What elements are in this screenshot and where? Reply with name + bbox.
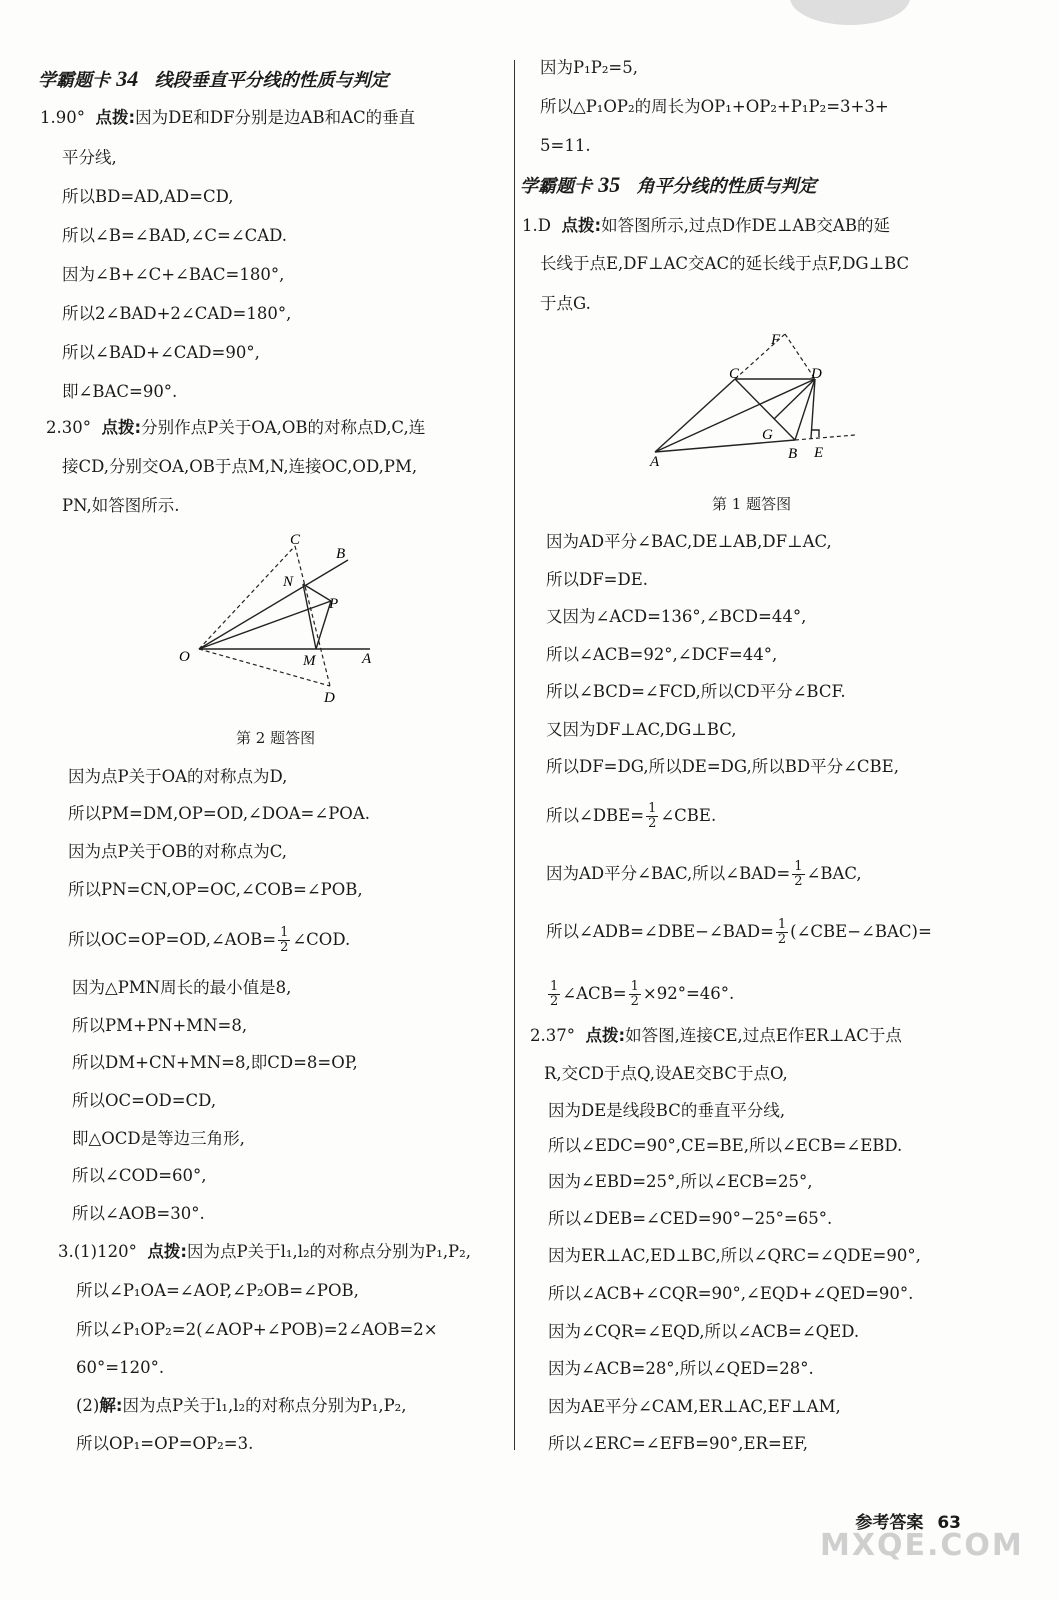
- p1-line-5: 所以DF=DE.: [546, 570, 649, 589]
- fraction-half: [776, 918, 788, 947]
- q2-line-2: 接CD,分别交OA,OB于点M,N,连接OC,OD,PM,: [62, 457, 418, 476]
- r-line-3: 5=11.: [540, 136, 591, 155]
- p2-line-3: 因为DE是线段BC的垂直平分线,: [548, 1101, 786, 1120]
- p1-line-10: 所以DF=DG,所以DE=DG,所以BD平分∠CBE,: [546, 757, 899, 776]
- numerator: 1: [280, 925, 289, 940]
- q2-line-5: 所以PM=DM,OP=OD,∠DOA=∠POA.: [68, 804, 370, 823]
- p2-line-1: [530, 1026, 902, 1046]
- text: 分别作点P关于OA,OB的对称点D,C,连: [141, 418, 426, 437]
- p2-line-7: 因为ER⊥AC,ED⊥BC,所以∠QRC=∠QDE=90°,: [548, 1246, 921, 1265]
- label-f: F: [771, 332, 781, 348]
- ray-ob: [199, 560, 348, 649]
- label-g: G: [762, 427, 773, 443]
- q2-answer: 2.30°: [46, 418, 91, 437]
- watermark: MXQE.COM: [820, 1528, 1024, 1563]
- p1-line-7: 所以∠ACB=92°,∠DCF=44°,: [546, 645, 778, 664]
- section-heading-34: [38, 66, 389, 92]
- q3-line-4: 60°=120°.: [76, 1358, 165, 1377]
- q2-line-14: 所以∠COD=60°,: [72, 1166, 207, 1185]
- text: ∠COD.: [292, 930, 351, 949]
- text: 如答图所示,过点D作DE⊥AB交AB的延: [601, 216, 890, 235]
- heading-prefix: 学霸题卡: [520, 176, 592, 197]
- segment-ac: [655, 379, 735, 452]
- label-c: C: [290, 532, 301, 548]
- q3-line-1: [58, 1242, 471, 1262]
- q2-line-4: 因为点P关于OA的对称点为D,: [68, 767, 288, 786]
- r-line-2: 所以△P₁OP₂的周长为OP₁+OP₂+P₁P₂=3+3+: [540, 97, 889, 116]
- q2-line-8: [68, 926, 350, 955]
- denominator: 2: [794, 874, 803, 889]
- p2-line-2: R,交CD于点Q,设AE交BC于点O,: [544, 1064, 788, 1083]
- label-c: C: [729, 366, 740, 382]
- heading-prefix: 学霸题卡: [38, 70, 110, 91]
- hint-label: 点拨:: [95, 108, 136, 127]
- solution-label: 解:: [99, 1396, 123, 1415]
- q3-line-3: 所以∠P₁OP₂=2(∠AOP+∠POB)=2∠AOB=2×: [76, 1320, 438, 1339]
- denominator: 2: [550, 994, 559, 1009]
- q2-line-7: 所以PN=CN,OP=OC,∠COB=∠POB,: [68, 880, 363, 899]
- label-p: P: [329, 596, 339, 612]
- q2-line-6: 因为点P关于OB的对称点为C,: [68, 842, 288, 861]
- text: 所以∠DBE=: [546, 806, 645, 825]
- q2-line-13: 即△OCD是等边三角形,: [72, 1129, 245, 1148]
- right-angle-mark: [811, 430, 819, 437]
- label-m: M: [303, 653, 316, 669]
- p1-line-14: [546, 980, 734, 1009]
- numerator: 1: [794, 859, 803, 874]
- fraction-half: [629, 980, 641, 1009]
- figure-1-caption: 第 1 题答图: [712, 495, 792, 513]
- q3-answer: 3.(1)120°: [58, 1242, 137, 1261]
- denominator: 2: [280, 940, 289, 955]
- text: (∠CBE−∠BAC)=: [790, 922, 932, 941]
- p2-line-12: 所以∠ERC=∠EFB=90°,ER=EF,: [548, 1434, 808, 1453]
- q1-line-7: 所以∠BAD+∠CAD=90°,: [62, 343, 260, 362]
- hint-label: 点拨:: [147, 1242, 187, 1261]
- p2-line-11: 因为AE平分∠CAM,ER⊥AC,EF⊥AM,: [548, 1397, 841, 1416]
- p1-line-4: 因为AD平分∠BAC,DE⊥AB,DF⊥AC,: [546, 532, 832, 551]
- fraction-half: [792, 860, 804, 889]
- p1-line-8: 所以∠BCD=∠FCD,所以CD平分∠BCF.: [546, 682, 846, 701]
- numerator: 1: [550, 979, 559, 994]
- numerator: 1: [777, 917, 787, 932]
- q1-line-8: 即∠BAC=90°.: [62, 382, 178, 401]
- p1-line-3: 于点G.: [540, 294, 591, 313]
- label-b: B: [788, 446, 798, 462]
- denominator: 2: [630, 994, 639, 1009]
- heading-title: 线段垂直平分线的性质与判定: [154, 70, 389, 91]
- q2-line-11: 所以DM+CN+MN=8,即CD=8=OP,: [72, 1053, 358, 1072]
- hint-label: 点拨:: [561, 216, 602, 235]
- label-d: D: [811, 366, 822, 382]
- figure-1-diagram: [645, 326, 865, 466]
- q2-line-3: PN,如答图所示.: [62, 496, 180, 515]
- page-number: 63: [937, 1513, 961, 1533]
- corner-decoration: [790, 0, 910, 25]
- q1-line-3: 所以BD=AD,AD=CD,: [62, 187, 234, 206]
- text: ∠ACB=: [562, 984, 627, 1003]
- p2-line-10: 因为∠ACB=28°,所以∠QED=28°.: [548, 1359, 814, 1378]
- q3-line-6: 所以OP₁=OP=OP₂=3.: [76, 1434, 254, 1453]
- denominator: 2: [777, 932, 787, 947]
- p2-line-4: 所以∠EDC=90°,CE=BE,所以∠ECB=∠EBD.: [548, 1136, 903, 1155]
- figure-2-caption: 第 2 题答图: [236, 729, 316, 747]
- p1-line-12: [546, 860, 862, 889]
- fraction-half: [278, 926, 290, 955]
- p1-line-13: [546, 918, 932, 947]
- q2-line-12: 所以OC=OD=CD,: [72, 1091, 217, 1110]
- text: 因为AD平分∠BAC,所以∠BAD=: [546, 864, 791, 883]
- part-label: (2): [76, 1396, 100, 1415]
- hint-label: 点拨:: [585, 1026, 626, 1045]
- r-line-1: 因为P₁P₂=5,: [540, 58, 639, 77]
- q2-line-10: 所以PM+PN+MN=8,: [72, 1016, 248, 1035]
- footer-label: 参考答案: [855, 1513, 924, 1533]
- segment-mn: [303, 584, 316, 649]
- q1-line-5: 因为∠B+∠C+∠BAC=180°,: [62, 265, 285, 284]
- q1-answer: 1.90°: [40, 108, 85, 127]
- fraction-half: [646, 802, 658, 831]
- q2-line-15: 所以∠AOB=30°.: [72, 1204, 205, 1223]
- p1-line-9: 又因为DF⊥AC,DG⊥BC,: [546, 720, 737, 739]
- text: ∠BAC,: [806, 864, 862, 883]
- q3-line-5: [76, 1396, 407, 1416]
- label-a: A: [650, 454, 660, 466]
- hint-label: 点拨:: [101, 418, 142, 437]
- numerator: 1: [630, 979, 639, 994]
- label-b: B: [336, 546, 346, 562]
- heading-number: 35: [598, 172, 621, 197]
- segment-oc: [199, 546, 295, 649]
- extension-ab: [795, 435, 855, 440]
- heading-title: 角平分线的性质与判定: [636, 176, 817, 197]
- label-d: D: [324, 690, 335, 706]
- label-o: O: [179, 649, 190, 665]
- text: ×92°=46°.: [642, 984, 735, 1003]
- q1-line-2: 平分线,: [62, 148, 117, 167]
- text: 所以OC=OP=OD,∠AOB=: [68, 930, 277, 949]
- label-a: A: [362, 651, 372, 667]
- p2-line-8: 所以∠ACB+∠CQR=90°,∠EQD+∠QED=90°.: [548, 1284, 914, 1303]
- p1-line-6: 又因为∠ACD=136°,∠BCD=44°,: [546, 607, 807, 626]
- q1-line-4: 所以∠B=∠BAD,∠C=∠CAD.: [62, 226, 288, 245]
- p2-line-9: 因为∠CQR=∠EQD,所以∠ACB=∠QED.: [548, 1322, 860, 1341]
- section-heading-35: [520, 172, 817, 198]
- p1-line-11: [546, 802, 716, 831]
- text: 因为点P关于l₁,l₂的对称点分别为P₁,P₂,: [186, 1242, 472, 1261]
- q2-line-1: [46, 418, 425, 438]
- text: 因为点P关于l₁,l₂的对称点分别为P₁,P₂,: [122, 1396, 407, 1415]
- p1-line-2: 长线于点E,DF⊥AC交AC的延长线于点F,DG⊥BC: [540, 254, 910, 273]
- label-e: E: [814, 445, 824, 461]
- segment-ad: [655, 379, 815, 452]
- text: 因为DE和DF分别是边AB和AC的垂直: [135, 108, 416, 127]
- q1-line-1: [40, 108, 415, 128]
- p2-line-6: 所以∠DEB=∠CED=90°−25°=65°.: [548, 1209, 833, 1228]
- text: 如答图,连接CE,过点E作ER⊥AC于点: [625, 1026, 902, 1045]
- segment-pn: [303, 584, 331, 601]
- numerator: 1: [648, 801, 657, 816]
- fraction-half: [548, 980, 560, 1009]
- denominator: 2: [648, 816, 657, 831]
- label-n: N: [283, 574, 294, 590]
- heading-number: 34: [116, 66, 139, 91]
- q3-line-2: 所以∠P₁OA=∠AOP,∠P₂OB=∠POB,: [76, 1281, 359, 1300]
- text: ∠CBE.: [660, 806, 717, 825]
- p2-line-5: 因为∠EBD=25°,所以∠ECB=25°,: [548, 1172, 813, 1191]
- figure-2-diagram: [170, 528, 390, 710]
- p1-answer: 1.D: [522, 216, 551, 235]
- p1-line-1: [522, 216, 890, 236]
- q2-line-9: 因为△PMN周长的最小值是8,: [72, 978, 292, 997]
- p2-answer: 2.37°: [530, 1026, 575, 1045]
- text: 所以∠ADB=∠DBE−∠BAD=: [546, 922, 774, 941]
- column-divider: [514, 60, 515, 1450]
- q1-line-6: 所以2∠BAD+2∠CAD=180°,: [62, 304, 292, 323]
